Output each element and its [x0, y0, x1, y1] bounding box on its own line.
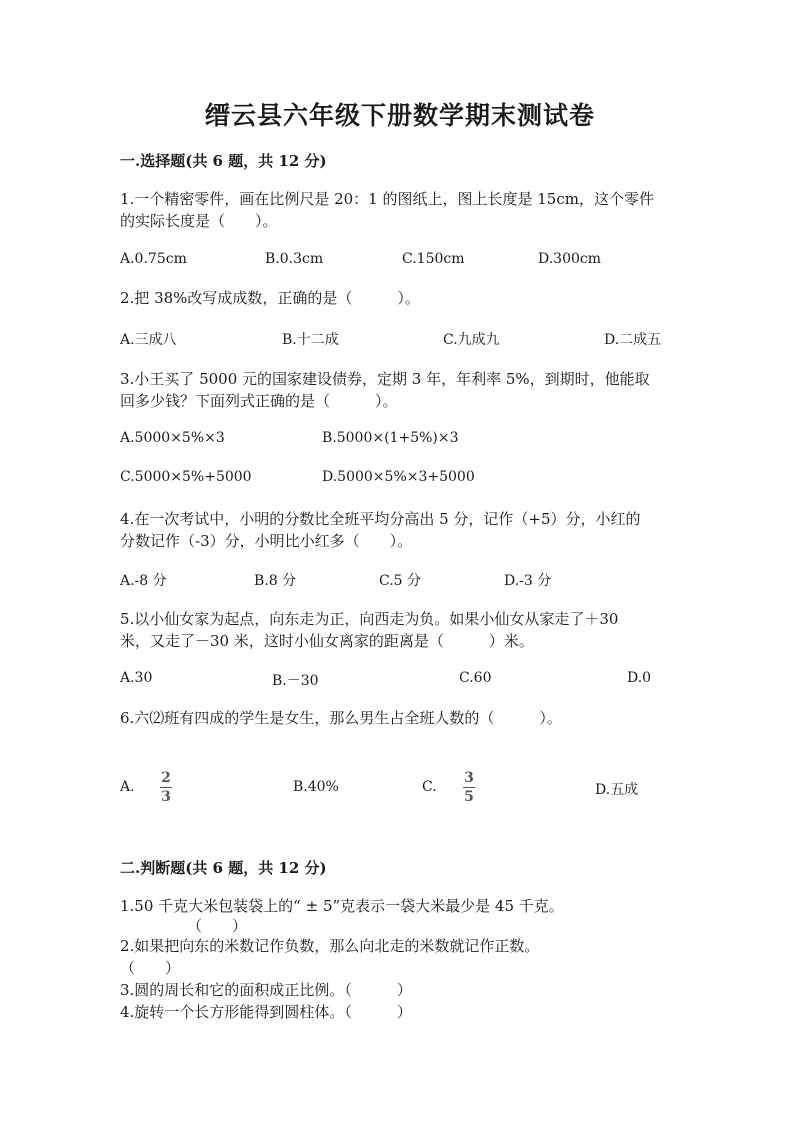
question-6-option-c-label: C.: [422, 779, 437, 795]
page-title: 缙云县六年级下册数学期末测试卷: [204, 101, 595, 130]
question-2-option-b: B.十二成: [282, 332, 339, 348]
question-2-line-1: 2.把 38%改写成成数，正确的是（ ）。: [120, 289, 420, 307]
question-6-option-a-label: A.: [120, 779, 135, 795]
judgment-1-line-1: 1.50 千克大米包装袋上的“ ± 5”克表示一袋大米最少是 45 千克。: [120, 897, 564, 915]
question-1-option-a: A.0.75cm: [120, 251, 187, 267]
question-1-option-d: D.300cm: [538, 251, 602, 267]
question-4-option-b: B.8 分: [254, 573, 297, 589]
fraction-denominator: 3: [161, 789, 171, 805]
question-3-option-b: B.5000×(1+5%)×3: [322, 430, 459, 446]
question-1-line-1: 1.一个精密零件，画在比例尺是 20：1 的图纸上，图上长度是 15cm，这个零件: [120, 190, 654, 208]
question-3-option-d: D.5000×5%×3+5000: [322, 469, 475, 485]
question-4-option-d: D.-3 分: [504, 573, 552, 589]
fraction-denominator: 5: [464, 789, 474, 805]
judgment-1-line-2: （ ）: [187, 917, 248, 935]
question-6-option-d: D.五成: [595, 782, 639, 798]
question-6-option-a-fraction: [160, 770, 172, 805]
fraction-bar: [463, 787, 475, 788]
question-4-line-1: 4.在一次考试中，小明的分数比全班平均分高出 5 分，记作（+5）分，小红的: [120, 510, 641, 528]
question-6-line-1: 6.六⑵班有四成的学生是女生，那么男生占全班人数的（ ）。: [120, 709, 562, 727]
question-5-option-d: D.0: [627, 670, 652, 686]
question-5-option-c: C.60: [459, 670, 492, 686]
fraction-numerator: 2: [161, 770, 171, 786]
judgment-2-line-1: 2.如果把向东的米数记作负数，那么向北走的米数就记作正数。: [120, 937, 540, 955]
question-4-option-a: A.-8 分: [120, 573, 167, 589]
section-heading-choice: 一.选择题(共 6 题，共 12 分): [120, 152, 327, 170]
question-1-line-2: 的实际长度是（ ）。: [120, 212, 278, 230]
question-2-option-a: A.三成八: [120, 332, 177, 348]
question-5-line-1: 5.以小仙女家为起点，向东走为正，向西走为负。如果小仙女从家走了＋30: [120, 610, 619, 628]
question-3-line-1: 3.小王买了 5000 元的国家建设债券，定期 3 年，年利率 5%，到期时，他能取: [120, 370, 650, 388]
fraction-numerator: 3: [464, 770, 474, 786]
question-1-option-c: C.150cm: [402, 251, 465, 267]
fraction-bar: [160, 787, 172, 788]
question-3-option-a: A.5000×5%×3: [120, 430, 225, 446]
question-5-line-2: 米，又走了－30 米，这时小仙女离家的距离是（ ）米。: [120, 632, 534, 650]
question-5-option-a: A.30: [120, 670, 153, 686]
question-2-option-d: D.二成五: [604, 332, 662, 348]
judgment-3-line-1: 3.圆的周长和它的面积成正比例。（ ）: [120, 981, 412, 999]
question-4-line-2: 分数记作（-3）分，小明比小红多（ ）。: [120, 532, 413, 550]
question-2-option-c: C.九成九: [443, 332, 500, 348]
section-heading-judgment: 二.判断题(共 6 题，共 12 分): [120, 859, 327, 877]
question-6-option-c-fraction: [463, 770, 475, 805]
judgment-4-line-1: 4.旋转一个长方形能得到圆柱体。（ ）: [120, 1003, 412, 1021]
question-3-option-c: C.5000×5%+5000: [120, 469, 252, 485]
question-1-option-b: B.0.3cm: [265, 251, 324, 267]
question-6-option-b: B.40%: [293, 779, 339, 795]
question-4-option-c: C.5 分: [379, 573, 422, 589]
question-3-line-2: 回多少钱？下面列式正确的是（ ）。: [120, 392, 398, 410]
question-5-option-b: B.－30: [272, 673, 319, 689]
judgment-2-line-2: （ ）: [120, 959, 181, 977]
